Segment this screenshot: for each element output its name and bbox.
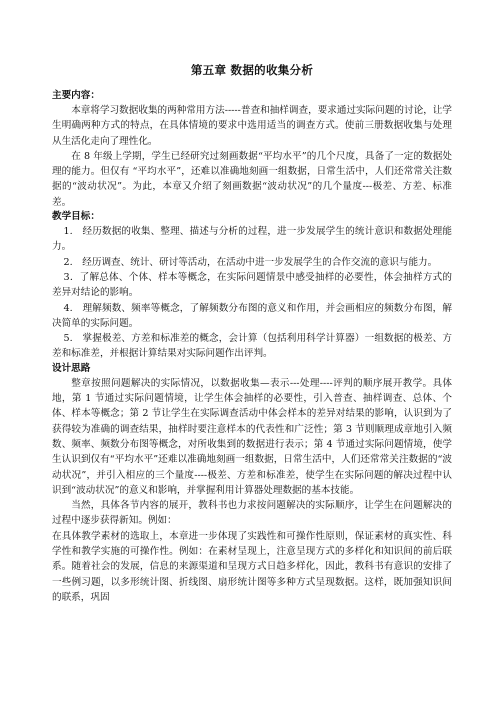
paragraph: 本章将学习数据收集的两种常用方法-----普查和抽样调查，要求通过实际问题的讨论，让学生明确两种方式的特点，在具体情境的要求中选用适当的调查方式。使前三册数据收集与处理从生活化走向了理性化。 <box>52 105 452 147</box>
section-design-ideas <box>52 362 452 605</box>
goal-list <box>52 224 452 362</box>
goal-item: 2. 经历调查、统计、研讨等活动，在活动中进一步发展学生的合作交流的意识与能力。 <box>63 256 438 268</box>
goal-item: 5. 掌握极差、方差和标准差的概念，会计算（包括利用科学计算器）一组数据的极差、方差和标准差，并根据计算结果对实际问题作出评判。 <box>52 333 452 360</box>
paragraph: 当然，具体各节内容的展开，教科书也力求按问题解决的实际顺序，让学生在问题解决的过程中逐步获得新知。例如： <box>52 500 452 527</box>
section-heading-teaching-goals: 教学目标： <box>52 211 100 223</box>
section-teaching-goals <box>52 210 452 362</box>
goal-item: 4. 理解频数、频率等概念，了解频数分布图的意义和作用，并会画相应的频数分布图，解决简单的实际问题。 <box>52 302 452 329</box>
section-heading-design-ideas: 设计思路 <box>52 362 91 374</box>
document-page <box>52 62 452 605</box>
goal-item: 1. 经历数据的收集、整理、描述与分析的过程，进一步发展学生的统计意识和数据处理能力。 <box>52 226 452 253</box>
paragraph: 在具体教学素材的选取上，本章进一步体现了实践性和可操作性原则，保证素材的真实性、科学性和教学实施的可操作性。例如：在素材呈现上，注意呈现方式的多样化和知识间的前后联系。随着社会的发展，信息的来源渠道和呈现方式日趋多样化，因此，教科书有意识的安排了一些例习题，以多形统计图、折线图、扇形统计图等多种方式呈现数据。这样，既加强知识间的联系，巩固 <box>52 530 452 603</box>
section-heading-main-content: 主要内容： <box>52 90 100 101</box>
paragraph: 在 8 年级上学期，学生已经研究过刻画数据“平均水平”的几个尺度，具备了一定的数据处理的能力。但仅有 “平均水平”，还难以准确地刻画一组数据，日常生活中，人们还常常关注数据的“波动状况”。为此，本章又介绍了刻画数据“波动状况”的几个量度---极差、方差、标准差。 <box>52 150 452 208</box>
paragraph: 整章按照问题解决的实际情况，以数据收集—表示---处理----评判的顺序展开教学。具体地，第 1 节通过实际问题情境，让学生体会抽样的必要性，引入普查、抽样调查、总体、个体、样本等概念；第 2 节让学生在实际调查活动中体会样本的差异对结果的影响，认识到为了获得较为准确的调查结果，抽样时要注意样本的代表性和广泛性；第 3 节则顺理成章地引入频数、频率、频数分布图等概念，对所收集到的数据进行表示；第 4 节通过实际问题情境，使学生认识到仅有“平均水平”还难以准确地刻画一组数据，日常生活中，人们还常常关注数据的“波动状况”，并引入相应的三个量度----极差、方差和标准差，使学生在实际问题的解决过程中认识到“波动状况”的意义和影响，并掌握利用计算器处理数据的基本技能。 <box>52 377 452 496</box>
section-main-content <box>52 89 452 210</box>
chapter-title: 第五章 数据的收集分析 <box>190 63 314 77</box>
goal-item: 3．了解总体、个体、样本等概念，在实际问题情景中感受抽样的必要性，体会抽样方式的差异对结论的影响。 <box>52 271 452 299</box>
